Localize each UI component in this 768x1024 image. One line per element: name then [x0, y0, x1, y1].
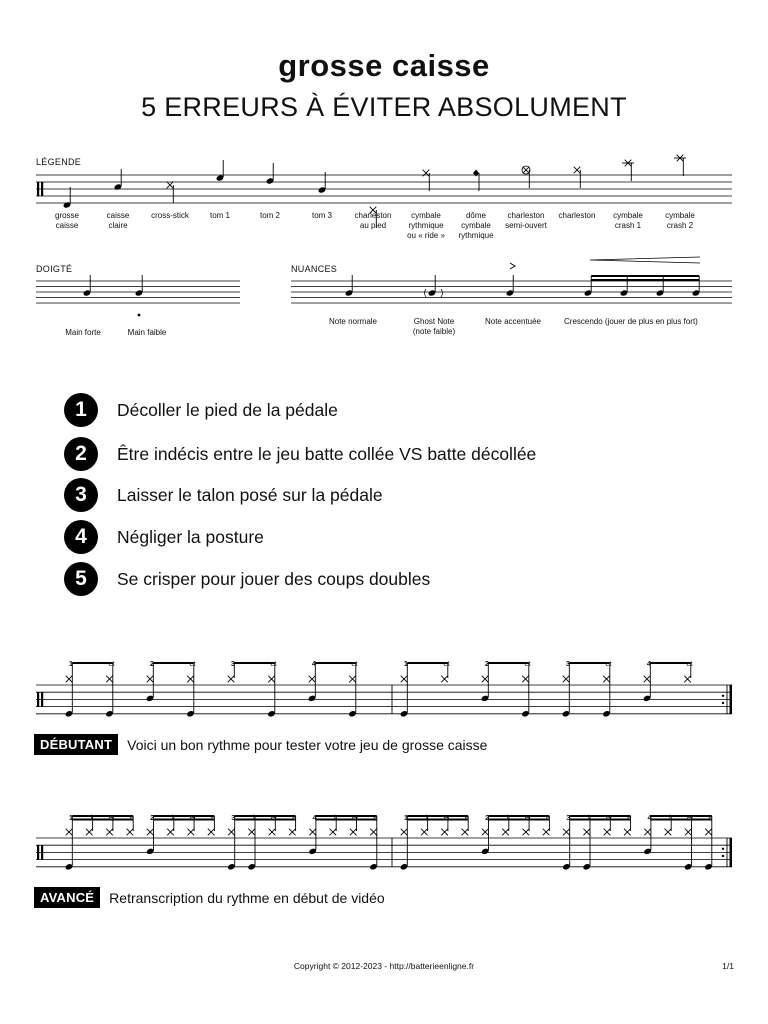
- beat-count-label: 1: [403, 813, 409, 822]
- debutant-caption: [34, 734, 487, 755]
- beat-count-label: et: [108, 659, 115, 668]
- beat-count-label: e: [211, 813, 216, 822]
- beat-count-label: 2: [484, 659, 490, 668]
- beat-count-label: i: [252, 813, 255, 822]
- legend-item-label: cymbale crash 2: [665, 211, 695, 230]
- beat-count-label: 3: [230, 659, 236, 668]
- beat-count-label: et: [270, 659, 277, 668]
- rule-number-badge: 3: [64, 478, 98, 512]
- beat-count-label: et: [605, 659, 612, 668]
- rule-text: Se crisper pour jouer des coups doubles: [117, 568, 431, 589]
- beat-count-label: et: [524, 813, 531, 822]
- beat-count-label: i: [587, 813, 590, 822]
- groove-note: [704, 816, 713, 871]
- nuances-label: NUANCES: [291, 264, 338, 274]
- nuance-accent-label: Note accentuée: [484, 317, 542, 326]
- avance-description: Retranscription du rythme en début de vidéo: [109, 889, 385, 906]
- beat-count-label: 4: [311, 659, 317, 668]
- repeat-dot: [722, 695, 724, 697]
- repeat-dot: [722, 702, 724, 704]
- groove-note: [267, 663, 276, 718]
- beat-count-label: e: [292, 813, 297, 822]
- page-number: 1/1: [722, 961, 734, 971]
- groove-note: [684, 816, 693, 871]
- beat-count-label: 3: [565, 659, 571, 668]
- groove-note: [247, 816, 256, 871]
- legend-item-label: cymbale crash 1: [613, 211, 643, 230]
- beat-count-label: et: [443, 813, 450, 822]
- beat-count-label: e: [373, 813, 378, 822]
- rule-number-badge: 4: [64, 520, 98, 554]
- debutant-description: Voici un bon rythme pour tester votre jeu de grosse caisse: [127, 736, 488, 753]
- groove-note: [643, 663, 652, 702]
- beat-count-label: i: [334, 813, 336, 822]
- beat-count-label: et: [270, 813, 278, 822]
- beat-count-label: 4: [646, 659, 652, 668]
- beat-count-label: et: [351, 659, 358, 668]
- beat-count-label: et: [524, 659, 531, 668]
- groove-note: [582, 816, 591, 871]
- legend-item-label: charleston: [558, 211, 596, 220]
- debutant-staff-lines: [36, 685, 732, 714]
- groove-note: [481, 663, 490, 702]
- beat-count-label: et: [352, 813, 359, 822]
- avance-caption: [34, 887, 385, 908]
- avance-staff-lines: [36, 838, 732, 867]
- legend-item-label: tom 3: [311, 211, 332, 220]
- rule-number-badge: 1: [64, 393, 98, 427]
- legend-item-label: cymbale rythmique ou « ride »: [407, 211, 445, 240]
- rule-text: Être indécis entre le jeu batte collée VS batte décollée: [117, 443, 537, 464]
- groove-note: [227, 816, 236, 871]
- legend-item-label: cross-stick: [151, 211, 189, 220]
- beat-count-label: 2: [485, 813, 490, 822]
- legend-item-label: caisse claire: [106, 211, 130, 230]
- page-title: grosse caisse: [278, 48, 490, 83]
- groove-note: [562, 816, 571, 871]
- legend-item-label: grosse caisse: [54, 211, 79, 230]
- beat-count-label: i: [171, 813, 174, 822]
- legend-label: LÉGENDE: [36, 157, 82, 167]
- groove-note: [146, 663, 155, 702]
- groove-note: [186, 663, 195, 718]
- rule-number-badge: 5: [64, 562, 98, 596]
- beat-count-label: et: [108, 813, 115, 822]
- legend-item-label: tom 1: [209, 211, 230, 220]
- beat-count-label: e: [464, 813, 469, 822]
- beat-count-label: i: [425, 813, 428, 822]
- final-barline-thick: [730, 685, 733, 714]
- rule-number-badge: 2: [64, 437, 98, 471]
- beat-count-label: 3: [566, 813, 571, 822]
- copyright-footer: Copyright © 2012-2023 - http://batterieenligne.fr: [293, 961, 475, 971]
- debutant-badge: DÉBUTANT: [34, 734, 118, 755]
- beat-count-label: e: [129, 813, 134, 822]
- beat-count-label: 2: [149, 659, 155, 668]
- beat-count-label: 4: [647, 813, 652, 822]
- beat-count-label: i: [669, 813, 671, 822]
- groove-note: [65, 816, 74, 871]
- groove-note: [400, 663, 409, 718]
- page-subtitle: 5 ERREURS À ÉVITER ABSOLUMENT: [141, 92, 627, 122]
- avance-badge: AVANCÉ: [34, 887, 100, 908]
- beat-count-label: 3: [231, 813, 236, 822]
- doigte-label: DOIGTÉ: [36, 264, 73, 274]
- rule-text: Décoller le pied de la pédale: [117, 399, 338, 420]
- groove-note: [369, 816, 378, 871]
- beat-count-label: i: [506, 813, 509, 822]
- beat-count-label: 1: [68, 813, 74, 822]
- final-barline-thick: [730, 838, 733, 867]
- beat-count-label: et: [686, 659, 693, 668]
- groove-note: [400, 816, 409, 871]
- groove-note: [105, 663, 114, 718]
- nuance-ghost-label: Ghost Note (note faible): [412, 317, 456, 336]
- beat-count-label: i: [90, 813, 93, 822]
- nuance-crescendo-label: Crescendo (jouer de plus en plus fort): [564, 317, 698, 326]
- groove-note: [65, 663, 74, 718]
- groove-note: [521, 663, 530, 718]
- legend-item-label: tom 2: [259, 211, 280, 220]
- beat-count-label: e: [708, 813, 713, 822]
- main-forte-label: Main forte: [65, 328, 101, 337]
- beat-count-label: 4: [312, 813, 317, 822]
- groove-note: [602, 663, 611, 718]
- beat-count-label: e: [627, 813, 632, 822]
- legend-item-label: charleston semi-ouvert: [505, 211, 547, 230]
- groove-note: [348, 663, 357, 718]
- rule-text: Laisser le talon posé sur la pédale: [117, 484, 383, 505]
- beat-count-label: 2: [150, 813, 155, 822]
- beat-count-label: 1: [403, 659, 409, 668]
- nuance-normale-label: Note normale: [328, 317, 378, 326]
- beat-count-label: 1: [68, 659, 74, 668]
- groove-note: [562, 663, 571, 718]
- groove-note: [308, 663, 317, 702]
- beat-count-label: e: [546, 813, 551, 822]
- legend-item-label: dôme cymbale rythmique: [458, 211, 494, 240]
- main-faible-label: Main faible: [127, 328, 167, 337]
- beat-count-label: et: [189, 813, 196, 822]
- rule-text: Négliger la posture: [117, 526, 264, 547]
- beat-count-label: et: [189, 659, 196, 668]
- legend-item-label: charleston au pied: [354, 211, 392, 230]
- beat-count-label: et: [443, 659, 450, 668]
- beat-count-label: et: [687, 813, 694, 822]
- repeat-dot: [722, 848, 724, 850]
- beat-count-label: et: [605, 813, 613, 822]
- repeat-dot: [722, 855, 724, 857]
